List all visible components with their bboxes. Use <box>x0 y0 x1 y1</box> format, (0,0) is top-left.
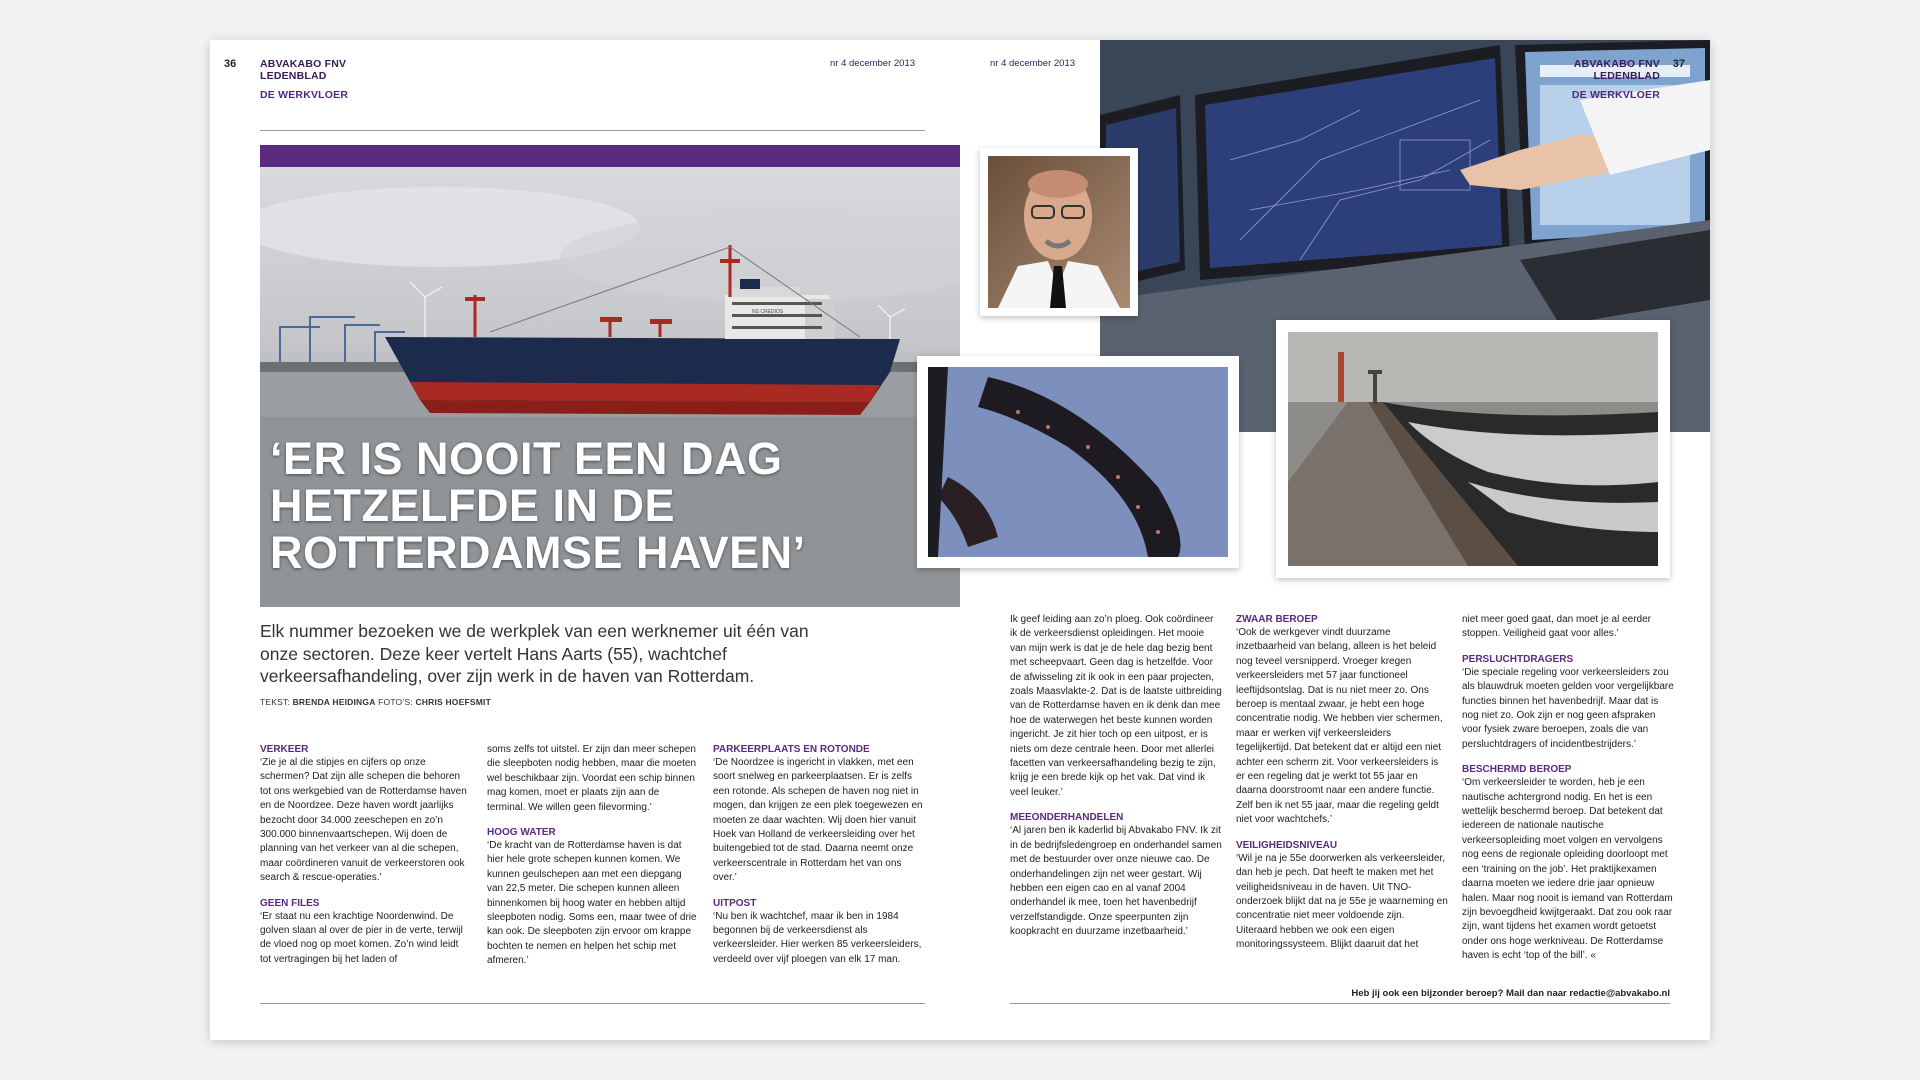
page-number-right: 37 <box>1672 58 1685 70</box>
section-heading: VERKEER <box>260 744 309 755</box>
body-paragraph: niet meer goed gaat, dan moet je al eerder stoppen. Veiligheid gaat voor alles.’ <box>1462 614 1652 640</box>
text-column-3 <box>713 743 925 967</box>
text-column-6 <box>1462 613 1674 964</box>
body-paragraph: ‘Nu ben ik wachtchef, maar ik ben in 1984 begonnen bij de verkeersdienst als verkeersleider. Hier werken 85 verkeersleiders, verdeeld over vijf ploegen van elk 17 man. <box>713 910 922 965</box>
credits-text-label: TEKST: <box>260 697 291 707</box>
article-credits <box>260 697 491 707</box>
pier-frame <box>1276 320 1670 578</box>
hero-image <box>260 145 960 607</box>
credits-photo-label: FOTO’S: <box>378 697 413 707</box>
issue-date-right: nr 4 december 2013 <box>990 58 1076 69</box>
left-page <box>210 40 960 1040</box>
map-screen-illustration <box>928 367 1228 557</box>
article-headline: ‘ER IS NOOIT EEN DAG HETZELFDE IN DE ROTTERDAMSE HAVEN’ <box>270 433 806 578</box>
credits-text-name: BRENDA HEIDINGA <box>292 697 376 707</box>
body-paragraph: ‘Al jaren ben ik kaderlid bij Abvakabo FNV. Ik zit in de bedrijfsledengroep en onderhandel samen met de bestuurder over onze nieuwe cao. De onderhandelingen zijn net weer gestart. Wij hebben een eigen cao en al vanaf 2004 onderhandel ik mee, toen het havenbedrijf verzelfstandigde. Onze speerpunten zijn koopkracht en duurzame inzetbaarheid.’ <box>1010 825 1222 938</box>
section-heading: GEEN FILES <box>260 897 320 909</box>
credits-photo-name: CHRIS HOEFSMIT <box>415 697 491 707</box>
section-heading: BESCHERMD BEROEP <box>1462 764 1572 776</box>
brand-line-1: ABVAKABO FNV <box>260 58 347 70</box>
pier-illustration <box>1288 332 1658 566</box>
brand-line-2: LEDENBLAD <box>260 70 327 82</box>
body-paragraph: soms zelfs tot uitstel. Er zijn dan meer schepen die sleepboten nodig hebben, maar die moeten wel beschikbaar zijn. Voordat een schip binnen mag komen, moet er plaats zijn aan de terminal. We willen geen filevorming.’ <box>487 744 697 813</box>
body-paragraph: Ik geef leiding aan zo’n ploeg. Ook coördineer ik de verkeersdienst opleidingen. Het mooie van mijn werk is dat je de hele dag bezig bent met scheepvaart. Geen dag is hetzelfde. Voor de afwisseling zit ik ook in een paar projecten, zoals Maasvlakte-2. Dat is de laatste uitbreiding van de Rotterdamse haven en ik denk dan mee hoe de waterwegen het beste kunnen worden ingericht. Je zit hier toch op een uitpost, er is niets om deze centrale heen. Door met allerlei facetten van verkeersafhandeling bezig te zijn, krijg je een brede kijk op het vak. Dat vind ik veel leuker.’ <box>1010 614 1222 798</box>
magazine-spread <box>210 40 1710 1040</box>
hero-accent-bar <box>260 145 960 167</box>
contact-line: Heb jij ook een bijzonder beroep? Mail dan naar redactie@abvakabo.nl <box>1351 988 1670 999</box>
portrait-frame <box>980 148 1138 316</box>
issue-date: nr 4 december 2013 <box>830 58 916 69</box>
body-paragraph: ‘Om verkeersleider te worden, heb je een nautische achtergrond nodig. En het is een wettelijk beschermd beroep. Dat betekent dat iedereen de nationale nautische verkeersopleiding moet volgen en vervolgens nog eens de regionale opleiding doorloopt met een ‘training on the job’. Het praktijkexamen daarna moeten we iedere drie jaar opnieuw halen. Maar nog nooit is iemand van Rotterdam zijn bevoegdheid kwijtgeraakt. Dat zou ook raar zijn, want tijdens het examen wordt getoetst onder ons hoge werkniveau. De Rotterdamse haven is echt ‘top of the bill’. « <box>1462 777 1673 962</box>
section-heading: ZWAAR BEROEP <box>1236 614 1318 625</box>
body-paragraph: ‘Zie je al die stipjes en cijfers op onze schermen? Dat zijn alle schepen die behoren tot ons werkgebied van de Rotterdamse haven en de Noordzee. Deze haven wordt jaarlijks bezocht door 34.000 zeeschepen en zo’n 300.000 binnenvaartschepen. Wij doen de planning van het verkeer van al die schepen, maar coördineren vanuit de verkeerstoren ook search & rescue-operaties.’ <box>260 757 467 884</box>
brand-line-2: LEDENBLAD <box>1593 70 1660 82</box>
text-column-2 <box>487 743 699 969</box>
pier-photo <box>1288 332 1658 566</box>
section-label: DE WERKVLOER <box>260 89 349 101</box>
brand-header-right <box>1572 58 1660 101</box>
body-paragraph: ‘Die speciale regeling voor verkeersleiders zou als blauwdruk moeten gelden voor vergelijkbare functies binnen het havenbedrijf. Maar dat is nog niet zo. Ook zijn er nog geen afspraken voor fysiek zware beroepen, zoals die van persluchtdragers of incidentbestrijders.’ <box>1462 666 1674 750</box>
map-screen-frame <box>917 356 1239 568</box>
section-heading: UITPOST <box>713 897 757 909</box>
section-heading: HOOG WATER <box>487 827 556 839</box>
portrait-photo <box>988 156 1130 308</box>
map-screen-photo <box>928 367 1228 557</box>
section-heading: PERSLUCHTDRAGERS <box>1462 653 1574 665</box>
brand-header <box>260 58 348 101</box>
body-paragraph: ‘Er staat nu een krachtige Noordenwind. De golven slaan al over de pier in de verte, terwijl de vloed nog op moet komen. Zo’n wind leidt tot vertragingen bij het laden of <box>260 910 463 965</box>
portrait-illustration <box>988 156 1130 308</box>
section-label-right: DE WERKVLOER <box>1571 89 1660 101</box>
body-paragraph: ‘De Noordzee is ingericht in vlakken, met een soort snelweg en parkeerplaatsen. Er is zelfs een rotonde. Als schepen de haven nog niet in mogen, dan krijgen ze een plek toegewezen en moeten ze daar wachten. Wij doen hier vanuit Hoek van Holland de verkeersleiding over het buitengebied tot de stad. Daarna neemt onze verkeerscentrale in Rotterdam het van ons over.’ <box>713 757 923 884</box>
header-rule <box>260 130 925 131</box>
body-paragraph: ‘Wil je na je 55e doorwerken als verkeersleider, dan heb je pech. Dat heeft te maken met het veiligheidsniveau in de haven. Uit TNO-onderzoek blijkt dat na je 55e je waarneming en concentratie niet meer voldoende zijn. Uiteraard hebben we ook een eigen monitoringssysteem. Blijkt daaruit dat het <box>1236 852 1448 951</box>
body-paragraph: ‘De kracht van de Rotterdamse haven is dat hier hele grote schepen kunnen komen. We kunnen geulschepen aan met een diepgang van 22,5 meter. Die schepen kunnen alleen binnenkomen bij hoog water en hebben altijd sleepboten nodig. Soms een, maar twee of drie kan ook. De sleepboten zijn ervoor om krappe bochten te nemen en helpen het schip met afmeren.’ <box>487 840 697 967</box>
section-heading: PARKEERPLAATS EN ROTONDE <box>713 744 870 755</box>
text-column-5 <box>1236 613 1448 953</box>
article-intro: Elk nummer bezoeken we de werkplek van een werknemer uit één van onze sectoren. Deze keer vertelt Hans Aarts (55), wachtchef verkeersafhandeling, over zijn werk in de haven van Rotterdam. <box>260 621 809 686</box>
brand-line-1: ABVAKABO FNV <box>1573 58 1660 70</box>
right-page <box>960 40 1710 1040</box>
section-heading: MEEONDERHANDELEN <box>1010 812 1124 824</box>
footer-rule-right <box>1010 1003 1670 1004</box>
page-number: 36 <box>224 58 237 70</box>
ship-name-2: NS CREDIOS <box>752 309 784 315</box>
text-column-1 <box>260 743 472 967</box>
text-column-4 <box>1010 613 1222 940</box>
body-paragraph: ‘Ook de werkgever vindt duurzame inzetbaarheid van belang, alleen is het beleid nog teveel versnipperd. Vroeger kregen verkeersleiders met 57 jaar functioneel leeftijdsontslag. Dat is nu niet meer zo. Ons beroep is mentaal zwaar, je hebt een hoge concentratie nodig. We hebben vier schermen, maar er werken vijf verkeersleiders tegelijkertijd. Dat betekent dat er altijd een niet achter een scherm zit. Voor verkeersleiders is er een regeling dat je werkt tot 55 jaar en daarna doorstroomt naar een andere functie. Zelf ben ik net 55 jaar, maar die regeling geldt niet voor wachtchefs.’ <box>1236 627 1443 826</box>
footer-rule-left <box>260 1003 925 1004</box>
section-heading: VEILIGHEIDSNIVEAU <box>1236 839 1338 851</box>
ship-name: SEAWAYS <box>530 327 559 333</box>
